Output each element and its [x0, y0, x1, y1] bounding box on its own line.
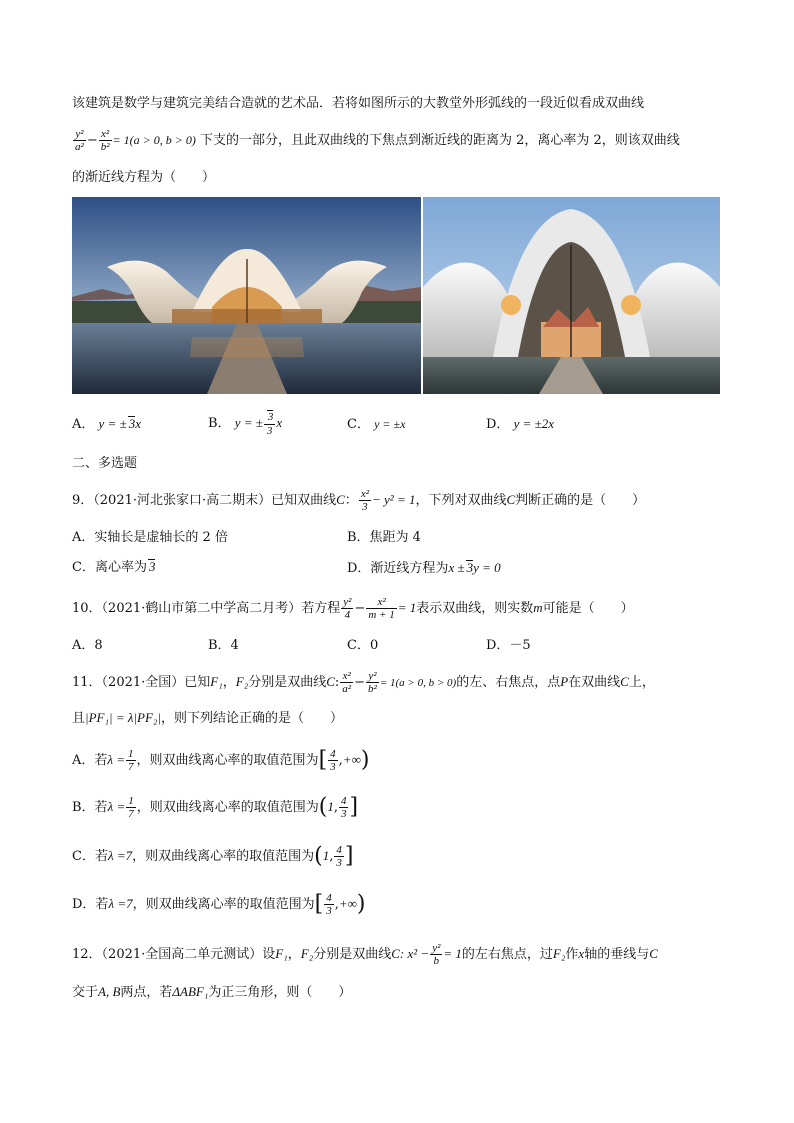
- q8-eq-num1: y²: [73, 128, 86, 141]
- q10-option-c[interactable]: [347, 636, 378, 656]
- q11-option-d-inf: +∞: [338, 896, 357, 911]
- q10-option-b-text: B．4: [208, 638, 239, 653]
- q9-option-c-radical: 3: [148, 559, 156, 574]
- q8-eq-den1: a²: [75, 141, 84, 153]
- q11-option-b-num: 1: [128, 795, 134, 807]
- q9-curve-2: C: [506, 492, 516, 507]
- q10-option-c-text: C．0: [347, 638, 379, 653]
- q11-stem-end2: 上，: [628, 675, 655, 690]
- q8-option-b-frac: [264, 410, 276, 437]
- q9-den: 3: [362, 501, 368, 513]
- q8-option-b-label: B．: [208, 416, 231, 431]
- q12-num: y²: [432, 942, 441, 954]
- q11-option-a-inf: +∞: [342, 752, 361, 767]
- q12-ab: A, B: [98, 984, 121, 999]
- q8-eq-frac2: [99, 128, 112, 153]
- q8-line3: [72, 168, 215, 188]
- q12-expr1: : x² −: [399, 946, 430, 961]
- q11-option-c-bound: [334, 844, 344, 869]
- q10-option-a-text: A．8: [72, 638, 103, 653]
- q9-stem-end: 判断正确的是（ ）: [515, 493, 646, 508]
- q9-stem-post: ，下列对双曲线: [415, 493, 507, 508]
- q9-option-c-text: C．离心率为: [72, 560, 147, 575]
- q10-option-d-text: D．－5: [486, 638, 531, 653]
- q8-eq-den2: b²: [100, 141, 110, 153]
- q10-num1: y²: [343, 596, 352, 608]
- q11-option-c-value: 7: [125, 848, 133, 863]
- q12-stem-post3: 轴的垂线与: [584, 947, 650, 962]
- q11-option-d-bound-den: 3: [326, 905, 332, 917]
- q9-option-b-text: B．焦距为 4: [347, 530, 421, 545]
- q12-stem-post2: 作: [565, 947, 579, 962]
- chapel-dusk-illustration: [72, 197, 421, 394]
- q11-option-b-label: B．若: [72, 800, 108, 815]
- q9-option-d[interactable]: [347, 558, 501, 579]
- q11-option-b-lambda: λ =: [107, 799, 126, 814]
- q8-eq-num2: x²: [99, 128, 112, 141]
- q11-option-a-bound-den: 3: [330, 761, 336, 773]
- q11-option-c[interactable]: C．若λ =7，则双曲线离心率的取值范围为(1, $\frac{4}{3}$ ]: [72, 843, 354, 869]
- q11-num1: x²: [340, 670, 353, 683]
- section-title-text: 二、多选题: [72, 456, 138, 471]
- q9-frac: [359, 488, 371, 513]
- q8-option-d-label: D．: [486, 417, 510, 432]
- q11-option-d-text: ，则双曲线离心率的取值范围为: [132, 897, 315, 912]
- q10-stem: [72, 596, 634, 621]
- q11-option-d-bound-num: 4: [326, 892, 332, 904]
- q10-num2: x²: [366, 596, 396, 609]
- q11-option-c-bound-num: 4: [336, 844, 342, 856]
- q11-stem-mid: 分别是双曲线: [248, 675, 327, 690]
- q10-minus: −: [354, 601, 366, 616]
- q11-line2-pre: 且: [72, 711, 86, 726]
- q8-option-b-radical: 3: [267, 411, 274, 423]
- q12-line2-post: 为正三角形，则（ ）: [208, 985, 352, 1000]
- q9-option-d-expr1: x ±: [448, 560, 465, 575]
- q8-line3-text: 的渐近线方程为（ ）: [72, 170, 216, 185]
- q11-option-a-text: ，则双曲线离心率的取值范围为: [136, 753, 319, 768]
- q11-p: P: [560, 674, 569, 689]
- q12-stem-mid: 分别是双曲线: [313, 947, 392, 962]
- q11-option-b-bound-num: 4: [340, 795, 347, 807]
- q9-eq: − y² = 1: [372, 492, 416, 507]
- q11-option-c-lambda: λ =: [107, 848, 126, 863]
- q11-line2: [72, 708, 343, 729]
- q12-line2-pre: 交于: [72, 985, 99, 1000]
- q12-eq: = 1: [443, 946, 462, 961]
- q8-line2: $\frac{\text{y²}}{\text{a²}}$ − $\frac{\text{x²}}{\text{b²}}$ = 1(a > 0, b > 0) 下支的一部分，且此双曲线的下焦点到渐近线的距离为 2，离心率为 2，则该双曲线: [75, 128, 680, 153]
- q11-option-b-lower: 1: [327, 799, 334, 814]
- q8-option-a[interactable]: [72, 414, 141, 435]
- q10-stem-post: 表示双曲线，则实数: [416, 601, 534, 616]
- q12-f2-2: F₂: [552, 946, 566, 961]
- q11-den2: b²: [368, 683, 377, 695]
- q11-option-c-lower: 1: [322, 848, 330, 863]
- q10-stem-pre: 10．（2021·鹤山市第二中学高二月考）若方程: [72, 601, 341, 616]
- q11-option-a-bound-num: 4: [330, 748, 336, 760]
- q11-stem-end1: 在双曲线: [568, 675, 621, 690]
- q11-cond: = 1(a > 0, b > 0): [379, 677, 457, 689]
- q8-eq-frac1: [73, 128, 86, 153]
- q9-stem: [72, 488, 645, 513]
- q11-option-b-text: ，则双曲线离心率的取值范围为: [136, 800, 319, 815]
- q8-option-b-expr: y = ±: [234, 415, 263, 430]
- q12-curve: C: [391, 946, 400, 961]
- chapel-day-illustration: [423, 197, 720, 394]
- q11-option-a-frac: [126, 748, 136, 773]
- q8-option-b[interactable]: [208, 410, 282, 437]
- q12-line2: [72, 982, 351, 1003]
- q8-eq-condition: = 1(a > 0, b > 0): [112, 133, 196, 147]
- q11-option-d-label: D．若: [72, 897, 109, 912]
- q8-option-c-expr: y = ±x: [374, 417, 406, 431]
- q11-curve-2: C: [620, 674, 629, 689]
- q11-option-a-num: 1: [128, 748, 134, 760]
- q10-den2: m + 1: [368, 609, 395, 621]
- q11-line2-post: ，则下列结论正确的是（ ）: [161, 711, 344, 726]
- q8-line1: [72, 94, 644, 114]
- q9-stem-pre: 9．（2021·河北张家口·高二期末）已知双曲线: [72, 493, 337, 508]
- q11-option-b-den: 7: [128, 808, 134, 820]
- q11-option-c-bound-den: 3: [336, 857, 342, 869]
- q10-var: m: [533, 600, 543, 615]
- q10-stem-end: 可能是（ ）: [542, 601, 634, 616]
- chapel-day-photo: [423, 197, 720, 394]
- q11-option-d[interactable]: D．若λ =7，则双曲线离心率的取值范围为[ $\frac{4}{3}$ ,+∞): [72, 891, 366, 917]
- q12-curve-2: C: [649, 946, 658, 961]
- q11-option-d-value: 7: [126, 896, 133, 911]
- q11-option-b-bound: [339, 795, 349, 820]
- section-title: [72, 454, 137, 474]
- q11-option-a-den: 7: [128, 761, 134, 773]
- q11-option-d-bound: [324, 892, 334, 917]
- q10-option-d[interactable]: [486, 636, 531, 656]
- q9-option-d-radical: 3: [466, 560, 474, 575]
- q9-option-c[interactable]: [72, 558, 155, 578]
- q12-stem-pre: 12．（2021·全国高二单元测试）设: [72, 947, 276, 962]
- q11-curve: C: [326, 674, 335, 689]
- q10-option-a[interactable]: [72, 636, 103, 656]
- q8-option-b-var: x: [276, 415, 283, 430]
- q10-eq: = 1: [397, 600, 417, 615]
- q9-curve: C: [336, 492, 345, 507]
- q12-frac: [430, 942, 442, 967]
- q11-option-b[interactable]: B．若λ = $\frac{1}{7}$ ，则双曲线离心率的取值范围为(1, $\frac{4}{3}$ ]: [72, 794, 359, 820]
- q11-option-b-bound-den: 3: [340, 808, 347, 820]
- q11-option-b-frac: [126, 795, 136, 820]
- q8-option-d-expr: y = ±2x: [513, 416, 555, 431]
- q11-option-c-label: C．若: [72, 849, 108, 864]
- q11-f1: F₁: [210, 674, 223, 689]
- q9-option-a[interactable]: [72, 528, 228, 548]
- q11-option-c-text: ，则双曲线离心率的取值范围为: [132, 849, 315, 864]
- q11-option-a-label: A．若: [72, 753, 108, 768]
- q9-option-d-text: D．渐近线方程为: [347, 561, 449, 576]
- q8-line1-text: 该建筑是数学与建筑完美结合造就的艺术品．若将如图所示的大教堂外形弧线的一段近似看成双曲线: [72, 96, 645, 111]
- q11-option-d-lambda: λ =: [108, 896, 127, 911]
- q8-option-a-label: A．: [72, 417, 95, 432]
- q8-option-c[interactable]: [347, 414, 405, 435]
- q8-option-a-radical: 3: [128, 416, 136, 431]
- q12-x: x: [578, 946, 585, 961]
- q11-num2: y²: [366, 670, 379, 683]
- q8-option-c-label: C．: [347, 417, 370, 432]
- q11-option-a-bound: [328, 748, 338, 773]
- q12-den: b: [433, 955, 440, 967]
- q12-stem: 12．（2021·全国高二单元测试）设F₁，F₂分别是双曲线C: x² − $\frac{\text{y²}}{b}$ = 1的左右焦点，过F₂作x轴的垂线与C: [72, 942, 658, 967]
- q11-option-a-lambda: λ =: [107, 752, 126, 767]
- q11-line2-expr: |PF₁| = λ|PF₂|: [85, 710, 162, 725]
- q12-stem-post: 的左右焦点，过: [461, 947, 553, 962]
- chapel-dusk-photo: [72, 197, 421, 394]
- q11-f2: F₂: [235, 674, 249, 689]
- q10-frac1: [341, 596, 353, 621]
- q11-stem-post: 的左、右焦点，点: [456, 675, 561, 690]
- q12-triangle: ΔABF₁: [172, 984, 209, 999]
- q9-option-a-text: A．实轴长是虚轴长的 2 倍: [72, 530, 228, 545]
- q8-option-a-expr: y = ±: [98, 416, 127, 431]
- q8-option-d[interactable]: [486, 414, 554, 435]
- q11-stem-pre: 11．（2021·全国）已知: [72, 675, 211, 690]
- q10-option-b[interactable]: [208, 636, 239, 656]
- q11-den1: a²: [342, 683, 352, 695]
- q12-f1: F₁: [275, 946, 288, 961]
- q11-frac1: [340, 670, 353, 695]
- q9-option-d-expr2: y = 0: [473, 560, 501, 575]
- q9-num: x²: [360, 488, 369, 500]
- q9-colon: ：: [344, 493, 358, 508]
- q10-frac2: [366, 596, 396, 621]
- q8-option-b-den: 3: [266, 425, 273, 437]
- q11-option-a[interactable]: A．若λ = $\frac{1}{7}$ ，则双曲线离心率的取值范围为[ $\frac{4}{3}$ ,+∞): [72, 747, 370, 773]
- q11-frac2: [366, 670, 379, 695]
- q10-den1: 4: [344, 609, 351, 621]
- q9-option-b[interactable]: [347, 528, 421, 548]
- q12-f2: F₂: [300, 946, 314, 961]
- q8-option-a-var: x: [135, 416, 141, 431]
- q12-line2-mid: 两点，若: [120, 985, 173, 1000]
- q11-stem: 11．（2021·全国）已知F₁，F₂分别是双曲线C: $\frac{\text{x²}}{\text{a²}}$ − $\frac{\text{y²}}{\text{b²}}$ = 1(a > 0, b > 0)的左、右焦点，点P在双曲线C上，: [72, 670, 655, 695]
- q8-line2-text: 下支的一部分，且此双曲线的下焦点到渐近线的距离为 2，离心率为 2，则该双曲线: [199, 133, 680, 148]
